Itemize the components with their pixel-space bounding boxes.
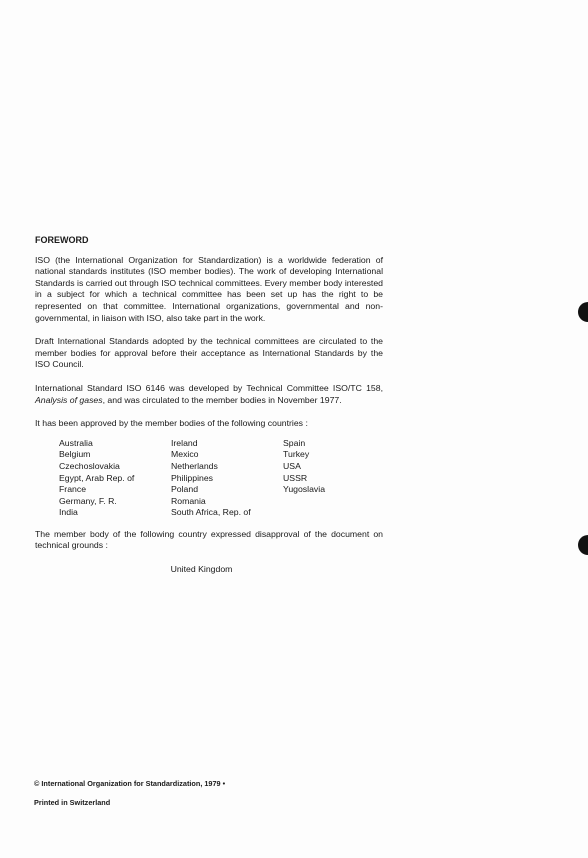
- printed-location: Printed in Switzerland: [34, 798, 111, 807]
- country-name: Belgium: [59, 449, 91, 460]
- foreword-heading: FOREWORD: [35, 235, 89, 245]
- binder-hole-mark: [578, 302, 588, 322]
- paragraph-3-end: , and was circulated to the member bodies in November 1977.: [102, 394, 342, 405]
- country-name: Yugoslavia: [283, 484, 326, 495]
- country-name: Netherlands: [171, 460, 218, 471]
- country-name: Ireland: [171, 437, 198, 448]
- foreword-paragraph-1: ISO (the International Organization for Standardization) is a worldwide federation of national standards institutes (ISO member bodies). The work of developing International Standards is carried out through ISO technical committees. Every member body interested in a subject for which a technical committee has been set up has the right to be represented on that committee. International organizations, governmental and non-governmental, in liaison with ISO, also take part in the work.: [35, 254, 383, 323]
- foreword-paragraph-3: [35, 383, 383, 406]
- committee-title: Analysis of gases: [35, 394, 103, 405]
- approving-countries-list: [59, 438, 383, 520]
- country-name: Australia: [59, 437, 93, 448]
- country-name: Poland: [171, 484, 199, 495]
- country-name: South Africa, Rep. of: [171, 507, 251, 518]
- countries-column-1: [59, 438, 134, 519]
- country-name: Germany, F. R.: [59, 495, 117, 506]
- binder-hole-mark: [578, 535, 588, 555]
- countries-column-2: [171, 438, 251, 519]
- country-name: Egypt, Arab Rep. of: [59, 472, 135, 483]
- foreword-paragraph-2: Draft International Standards adopted by the technical committees are circulated to the member bodies for approval before their acceptance as International Standards by the ISO Council.: [35, 336, 383, 370]
- disapproving-country: United Kingdom: [170, 563, 233, 574]
- country-name: Philippines: [171, 472, 214, 483]
- country-name: India: [59, 507, 78, 518]
- country-name: Romania: [171, 495, 206, 506]
- foreword-section: [35, 235, 383, 576]
- country-name: Czechoslovakia: [59, 460, 120, 471]
- country-name: USA: [283, 460, 301, 471]
- copyright-notice: © International Organization for Standardization, 1979 •: [34, 779, 226, 788]
- country-name: Spain: [283, 437, 306, 448]
- country-name: France: [59, 484, 87, 495]
- approval-intro: It has been approved by the member bodies of the following countries :: [35, 418, 308, 429]
- country-name: USSR: [283, 472, 308, 483]
- paragraph-3-start: International Standard ISO 6146 was developed by Technical Committee ISO/TC 158,: [35, 382, 383, 393]
- disapproval-intro: The member body of the following country expressed disapproval of the document on technical grounds :: [35, 528, 383, 551]
- country-name: Mexico: [171, 449, 199, 460]
- country-name: Turkey: [283, 449, 310, 460]
- countries-column-3: [283, 438, 325, 496]
